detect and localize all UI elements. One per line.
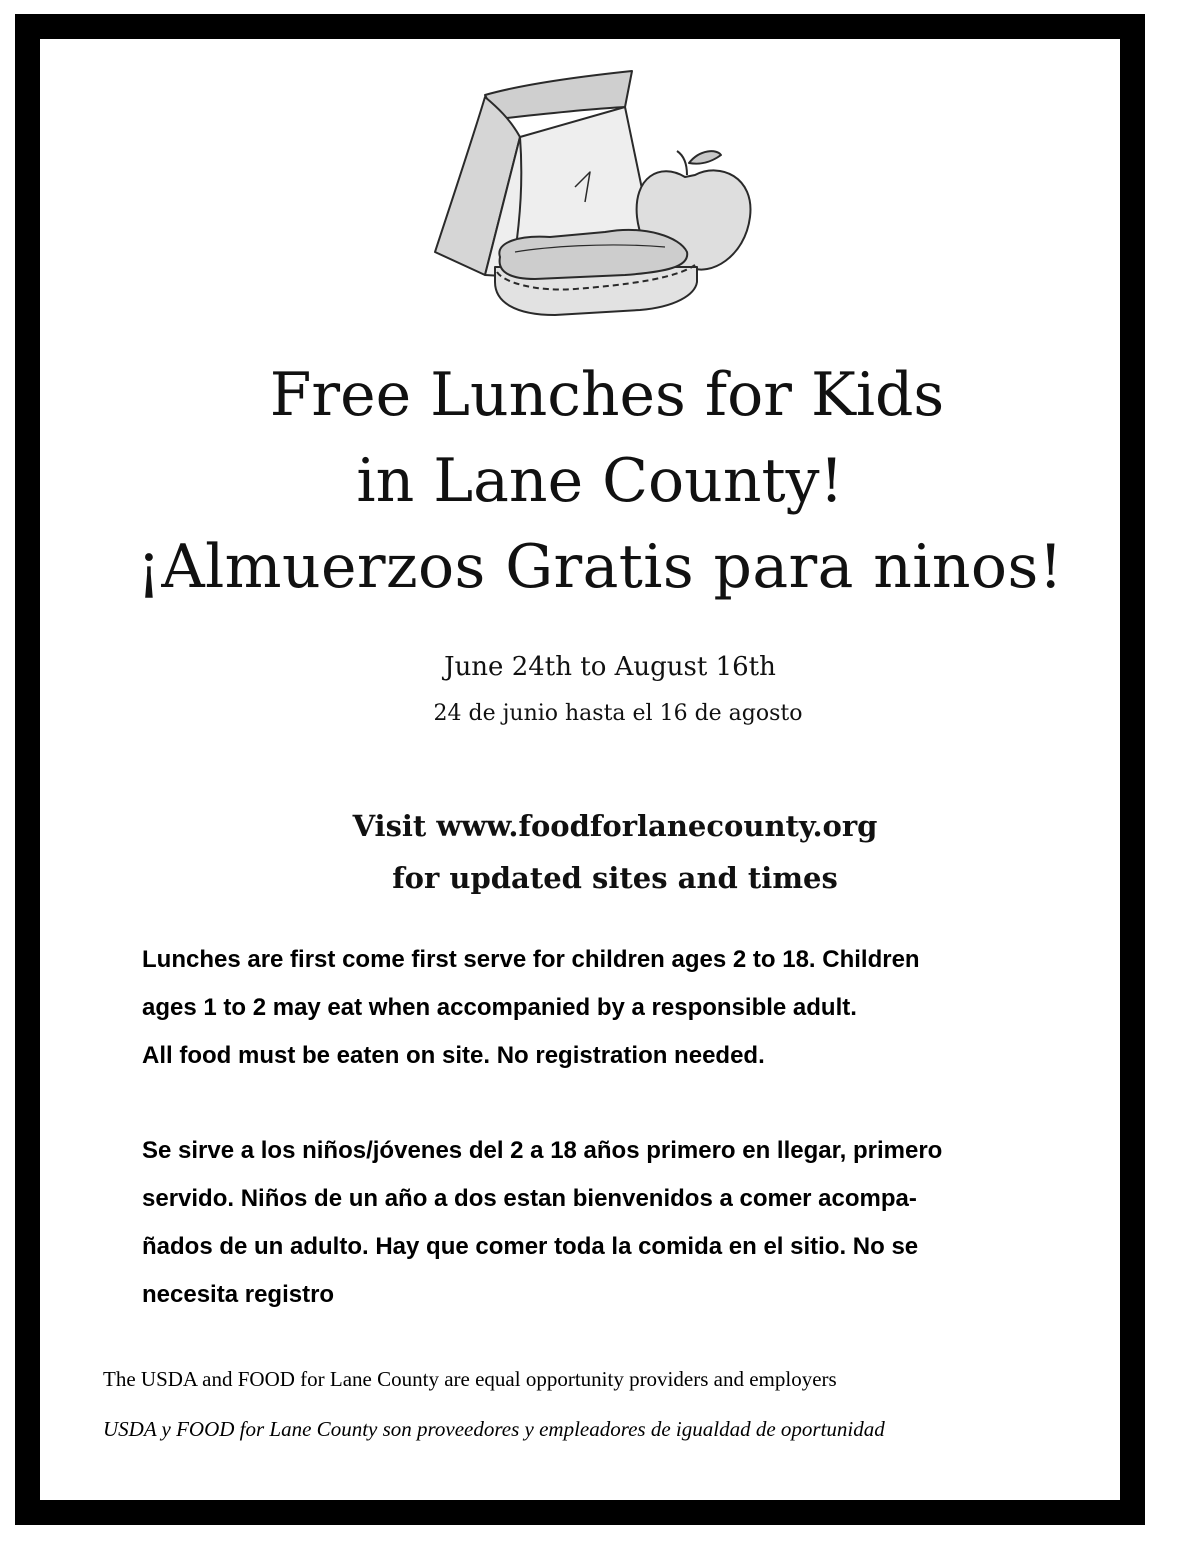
spanish-info-line: necesita registro: [142, 1281, 335, 1308]
visit-sites-times-line: for updated sites and times: [392, 861, 838, 895]
spanish-info-line: servido. Niños de un año a dos estan bienvenidos a comer acompa-: [142, 1185, 917, 1212]
flyer-title: [40, 352, 1160, 610]
title-line-spanish: ¡Almuerzos Gratis para ninos!: [136, 532, 1064, 602]
date-range-spanish: 24 de junio hasta el 16 de agosto: [433, 701, 803, 726]
visit-website-notice: [240, 800, 990, 904]
english-info-line: All food must be eaten on site. No registration needed.: [142, 1042, 765, 1069]
english-info-paragraph: [142, 936, 1092, 1080]
visit-website-line: Visit www.foodforlanecounty.org: [352, 809, 878, 843]
title-line-english-1: Free Lunches for Kids: [269, 360, 945, 430]
date-range-english: June 24th to August 16th: [444, 652, 776, 682]
sandwich-icon: [495, 230, 697, 315]
footer-disclaimer-english: The USDA and FOOD for Lane County are equal opportunity providers and employers: [103, 1367, 837, 1391]
spanish-info-line: Se sirve a los niños/jóvenes del 2 a 18 años primero en llegar, primero: [142, 1137, 943, 1164]
spanish-info-line: ñados de un adulto. Hay que comer toda la comida en el sitio. No se: [142, 1233, 919, 1260]
english-info-line: Lunches are first come first serve for children ages 2 to 18. Children: [142, 946, 920, 973]
footer-disclaimer-spanish: USDA y FOOD for Lane County son proveedores y empleadores de igualdad de oportunidad: [103, 1417, 885, 1441]
lunch-illustration: [425, 67, 770, 325]
spanish-info-paragraph: [142, 1127, 1092, 1319]
english-info-line: ages 1 to 2 may eat when accompanied by a responsible adult.: [142, 994, 857, 1021]
title-line-english-2: in Lane County!: [356, 446, 844, 516]
